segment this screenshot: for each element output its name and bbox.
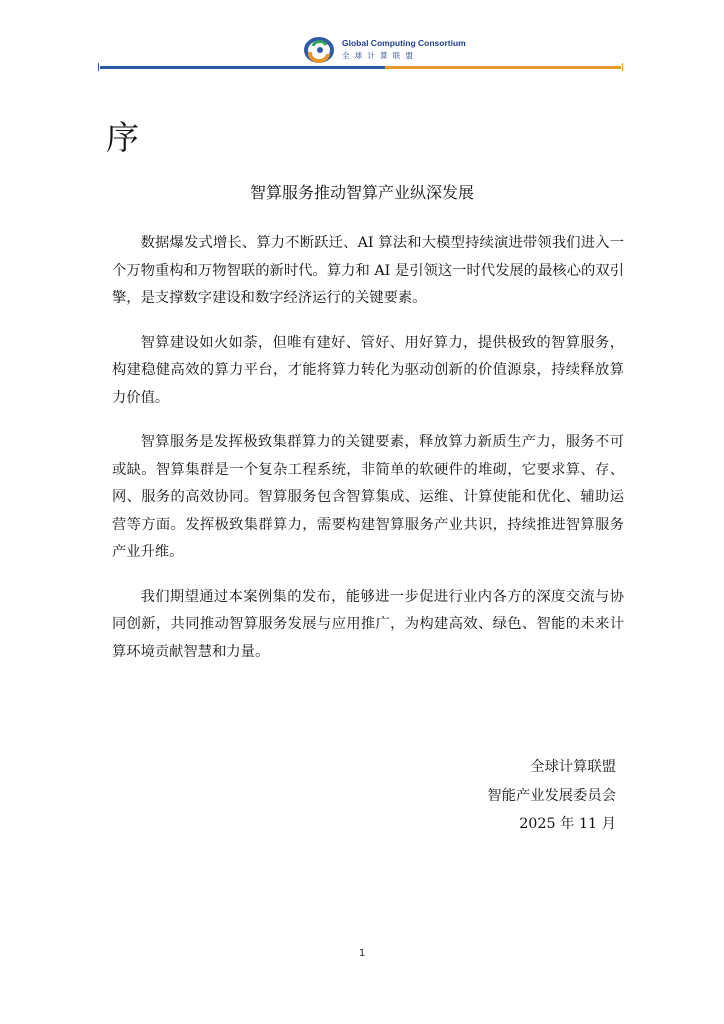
section-subtitle: 智算服务推动智算产业纵深发展 (249, 183, 474, 202)
header-line-right-tick (622, 63, 623, 71)
page-header (0, 0, 724, 72)
page-number: 1 (358, 948, 366, 959)
logo-english-name: Global Computing Consortium (342, 38, 466, 48)
gcc-logo (304, 36, 466, 64)
signature-block (487, 753, 616, 839)
signature-date: 2025 年 11 月 (519, 816, 616, 832)
chapter-title: 序 (106, 118, 139, 157)
signature-committee: 智能产业发展委员会 (487, 787, 616, 804)
paragraph-2: 智算建设如火如荼，但唯有建好、管好、用好算力，提供极致的智算服务，构建稳健高效的算力平台，才能将算力转化为驱动创新的价值源泉，持续释放算力价值。 (112, 334, 624, 406)
logo-chinese-name: 全球计算联盟 (342, 51, 419, 60)
header-divider-orange (385, 66, 621, 69)
header-divider-blue (100, 66, 385, 69)
preface-body (112, 230, 624, 683)
signature-org: 全球计算联盟 (530, 759, 616, 775)
header-line-left-tick (98, 63, 99, 71)
header-divider (100, 66, 621, 69)
paragraph-3: 智算服务是发挥极致集群算力的关键要素，释放算力新质生产力，服务不可或缺。智算集群是一个复杂工程系统，非简单的软硬件的堆砌，它要求算、存、网、服务的高效协同。智算服务包含智算集成、运维、计算使能和优化、辅助运营等方面。发挥极致集群算力，需要构建智算服务产业共识，持续推进智算服务产业升维。 (112, 434, 624, 560)
gcc-swirl-logo-icon (304, 36, 338, 64)
paragraph-1: 数据爆发式增长、算力不断跃迁、AI 算法和大模型持续演进带领我们进入一个万物重构和万物智联的新时代。算力和 AI 是引领这一时代发展的最核心的双引擎，是支撑数字建设和数字经济运行的关键要素。 (112, 235, 624, 306)
paragraph-4: 我们期望通过本案例集的发布，能够进一步促进行业内各方的深度交流与协同创新，共同推动智算服务发展与应用推广，为构建高效、绿色、智能的未来计算环境贡献智慧和力量。 (112, 588, 624, 660)
